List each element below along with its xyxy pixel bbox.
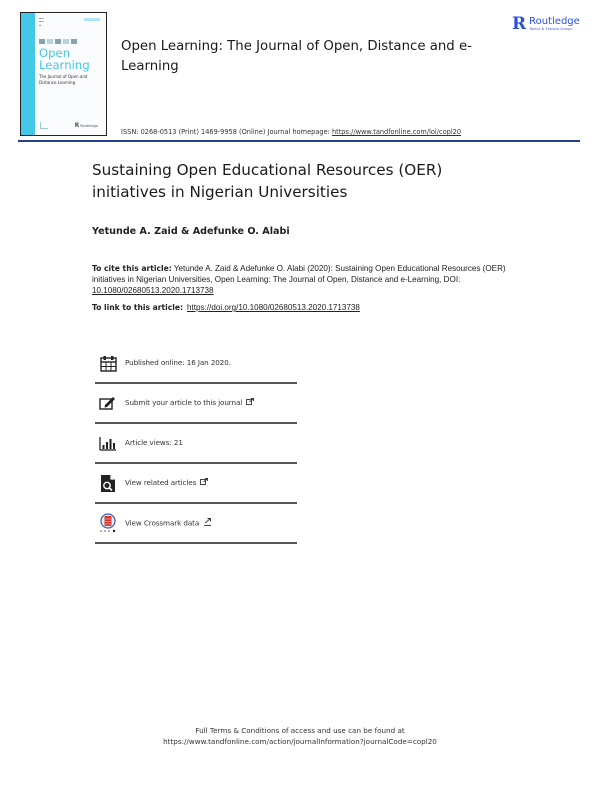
header-divider bbox=[18, 140, 580, 142]
cover-badge bbox=[84, 18, 100, 21]
info-item-related[interactable] bbox=[95, 464, 297, 504]
cover-thumbnails bbox=[39, 39, 77, 44]
published-date: Published online: 16 Jan 2020. bbox=[125, 358, 231, 367]
journal-cover-thumbnail bbox=[20, 12, 107, 136]
publisher-logo bbox=[512, 16, 580, 33]
link-label: To link to this article: bbox=[92, 303, 184, 312]
external-link-icon bbox=[200, 478, 208, 488]
citation-block bbox=[92, 263, 517, 297]
info-item-crossmark[interactable] bbox=[95, 504, 297, 544]
cite-label: To cite this article: bbox=[92, 264, 172, 273]
article-authors: Yetunde A. Zaid & Adefunke O. Alabi bbox=[92, 226, 290, 237]
info-item-submit[interactable] bbox=[95, 384, 297, 424]
article-title: Sustaining Open Educational Resources (OER) initiatives in Nigerian Universities bbox=[92, 161, 443, 201]
terms-text: Full Terms & Conditions of access and use can be found at bbox=[195, 726, 405, 735]
cover-volume-info: ▬▬ ▬▬ ▬ bbox=[39, 17, 44, 27]
edit-icon bbox=[98, 393, 118, 413]
info-item-published bbox=[95, 344, 297, 384]
cover-logo-left bbox=[40, 122, 48, 129]
info-item-views bbox=[95, 424, 297, 464]
journal-homepage-link[interactable]: https://www.tandfonline.com/loi/copl20 bbox=[331, 128, 462, 136]
article-info-list bbox=[95, 344, 297, 544]
cover-subtitle: The Journal of Open and Distance Learning bbox=[39, 74, 88, 85]
article-views: Article views: 21 bbox=[125, 438, 183, 447]
bar-chart-icon bbox=[98, 433, 118, 453]
cite-text: Yetunde A. Zaid & Adefunke O. Alabi (2020): Sustaining Open Educational Resources (OER) initiatives in Nigerian Universities, Open Learning: The Journal of Open, Distance and e-Learning, DOI: bbox=[92, 264, 506, 285]
external-link-icon bbox=[203, 518, 212, 529]
cover-stripe bbox=[21, 13, 35, 135]
related-articles-link[interactable]: View related articles bbox=[125, 478, 197, 487]
terms-url[interactable]: https://www.tandfonline.com/action/journalInformation?journalCode=copl20 bbox=[163, 736, 437, 746]
issn-text: ISSN: 0268-0513 (Print) 1469-9958 (Online) Journal homepage: bbox=[121, 128, 332, 136]
terms-footer bbox=[0, 726, 600, 747]
cover-title: Open Learning bbox=[39, 46, 90, 72]
crossmark-link[interactable]: View Crossmark data bbox=[125, 518, 200, 527]
related-articles-icon bbox=[98, 473, 118, 493]
publisher-tagline: Taylor & Francis Group bbox=[529, 27, 572, 31]
external-link-icon bbox=[246, 398, 254, 408]
doi-link[interactable]: 10.1080/02680513.2020.1713738 bbox=[92, 286, 214, 296]
calendar-icon bbox=[98, 353, 118, 373]
routledge-r-icon: R bbox=[512, 14, 527, 34]
issn-line bbox=[121, 128, 541, 137]
crossmark-icon bbox=[98, 513, 118, 533]
submit-article-link[interactable]: Submit your article to this journal bbox=[125, 398, 243, 407]
publisher-name: Routledge bbox=[529, 16, 580, 27]
journal-title: Open Learning: The Journal of Open, Distance and e-Learning bbox=[121, 39, 472, 74]
article-link-block bbox=[92, 302, 517, 313]
article-url-link[interactable]: https://doi.org/10.1080/02680513.2020.1713738 bbox=[187, 303, 360, 312]
cover-publisher-logo: R Routledge bbox=[74, 122, 98, 129]
